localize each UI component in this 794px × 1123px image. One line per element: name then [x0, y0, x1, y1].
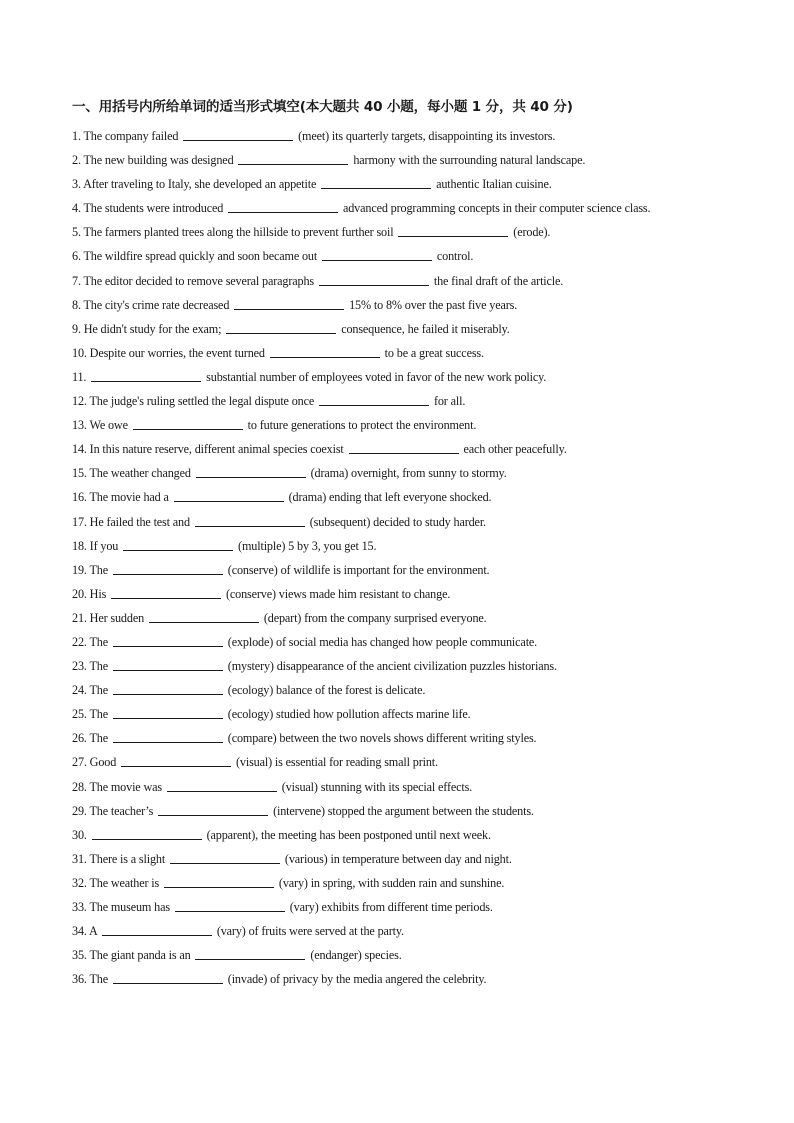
question-text-before: 22. The — [72, 634, 108, 649]
answer-blank[interactable] — [349, 452, 459, 454]
question-item — [72, 847, 712, 871]
answer-blank[interactable] — [226, 332, 336, 334]
question-item — [72, 293, 712, 317]
question-text-before: 12. The judge's ruling settled the legal dispute once — [72, 394, 315, 409]
question-text-before: 21. Her sudden — [72, 610, 145, 625]
question-text-after: (endanger) species. — [310, 948, 402, 963]
section-heading: 一、用括号内所给单词的适当形式填空(本大题共 40 小题，每小题 1 分，共 40 分) — [72, 99, 573, 115]
question-text-before: 14. In this nature reserve, different animal species coexist — [72, 442, 344, 457]
question-text-after: authentic Italian cuisine. — [436, 177, 552, 192]
question-item — [72, 606, 712, 630]
question-item — [72, 413, 712, 437]
answer-blank[interactable] — [92, 838, 202, 840]
answer-blank[interactable] — [183, 139, 293, 141]
question-item — [72, 558, 712, 582]
question-text-after: (multiple) 5 by 3, you get 15. — [238, 538, 377, 553]
question-text-before: 15. The weather changed — [72, 466, 191, 481]
answer-blank[interactable] — [111, 597, 221, 599]
question-text-after: (vary) of fruits were served at the party. — [216, 924, 404, 939]
question-text-after: to future generations to protect the environment. — [247, 418, 477, 433]
answer-blank[interactable] — [398, 235, 508, 237]
question-item — [72, 654, 712, 678]
question-item — [72, 172, 712, 196]
answer-blank[interactable] — [321, 187, 431, 189]
question-text-before: 33. The museum has — [72, 900, 170, 914]
answer-blank[interactable] — [113, 573, 223, 575]
answer-blank[interactable] — [319, 284, 429, 286]
question-text-before: 29. The teacher’s — [72, 803, 154, 818]
question-item — [72, 317, 712, 341]
question-text-before: 19. The — [72, 562, 108, 577]
question-text-before: 28. The movie was — [72, 779, 162, 794]
question-item — [72, 799, 712, 823]
answer-blank[interactable] — [113, 693, 223, 695]
question-text-before: 30. — [72, 827, 87, 842]
question-text-after: (vary) in spring, with sudden rain and sunshine. — [278, 875, 505, 890]
question-item — [72, 943, 712, 967]
question-item — [72, 148, 712, 172]
question-text-before: 3. After traveling to Italy, she developed an appetite — [72, 177, 317, 192]
question-text-after: to be a great success. — [384, 345, 484, 360]
question-text-after: (conserve) of wildlife is important for the environment. — [227, 562, 490, 577]
question-text-before: 2. The new building was designed — [72, 153, 234, 168]
question-item — [72, 341, 712, 365]
question-text-after: (ecology) studied how pollution affects marine life. — [227, 707, 471, 722]
answer-blank[interactable] — [175, 910, 285, 912]
question-text-after: (vary) exhibits from different time periods. — [289, 900, 493, 914]
question-item — [72, 389, 712, 413]
question-text-after: (subsequent) decided to study harder. — [309, 514, 486, 529]
question-text-before: 9. He didn't study for the exam; — [72, 321, 222, 336]
question-text-after: (drama) overnight, from sunny to stormy. — [310, 466, 507, 481]
question-text-before: 18. If you — [72, 538, 119, 553]
answer-blank[interactable] — [113, 669, 223, 671]
question-list — [72, 124, 712, 991]
question-text-before: 13. We owe — [72, 418, 128, 433]
answer-blank[interactable] — [123, 549, 233, 551]
question-text-after: (visual) stunning with its special effects. — [281, 779, 473, 794]
question-text-after: (visual) is essential for reading small print. — [235, 755, 438, 770]
answer-blank[interactable] — [113, 645, 223, 647]
question-text-after: each other peacefully. — [463, 442, 567, 457]
answer-blank[interactable] — [121, 765, 231, 767]
answer-blank[interactable] — [91, 380, 201, 382]
question-text-after: (intervene) stopped the argument between the students. — [273, 803, 534, 818]
question-item — [72, 534, 712, 558]
question-item — [72, 437, 712, 461]
question-text-after: (mystery) disappearance of the ancient civilization puzzles historians. — [227, 659, 557, 674]
question-item — [72, 582, 712, 606]
question-item — [72, 775, 712, 799]
question-text-before: 32. The weather is — [72, 875, 160, 890]
question-item — [72, 678, 712, 702]
question-text-before: 24. The — [72, 683, 108, 698]
question-item — [72, 823, 712, 847]
question-text-before: 1. The company failed — [72, 129, 179, 143]
question-text-after: (compare) between the two novels shows different writing styles. — [227, 731, 537, 746]
question-item — [72, 510, 712, 534]
question-text-before: 16. The movie had a — [72, 490, 169, 505]
question-text-before: 31. There is a slight — [72, 851, 166, 866]
question-item — [72, 124, 712, 148]
question-text-before: 36. The — [72, 972, 108, 987]
question-text-after: (invade) of privacy by the media angered the celebrity. — [227, 972, 487, 987]
question-text-after: (erode). — [513, 225, 551, 240]
answer-blank[interactable] — [113, 717, 223, 719]
question-item — [72, 871, 712, 895]
question-text-before: 11. — [72, 369, 87, 384]
question-text-after: advanced programming concepts in their computer science class. — [342, 201, 651, 216]
question-text-after: (apparent), the meeting has been postponed until next week. — [206, 827, 491, 842]
answer-blank[interactable] — [196, 476, 306, 478]
question-text-after: the final draft of the article. — [433, 273, 564, 288]
question-item — [72, 967, 712, 991]
answer-blank[interactable] — [102, 934, 212, 936]
question-text-before: 17. He failed the test and — [72, 514, 190, 529]
question-item — [72, 244, 712, 268]
question-text-before: 6. The wildfire spread quickly and soon became out — [72, 249, 318, 264]
question-text-after: substantial number of employees voted in favor of the new work policy. — [206, 369, 547, 384]
question-text-after: (meet) its quarterly targets, disappointing its investors. — [298, 129, 556, 143]
question-text-before: 7. The editor decided to remove several paragraphs — [72, 273, 315, 288]
answer-blank[interactable] — [164, 886, 274, 888]
answer-blank[interactable] — [228, 211, 338, 213]
question-text-after: (explode) of social media has changed how people communicate. — [227, 634, 538, 649]
question-text-before: 25. The — [72, 707, 108, 722]
answer-blank[interactable] — [167, 790, 277, 792]
question-text-after: (various) in temperature between day and night. — [284, 851, 512, 866]
answer-blank[interactable] — [195, 958, 305, 960]
question-text-after: consequence, he failed it miserably. — [341, 321, 510, 336]
question-text-after: control. — [436, 249, 474, 264]
answer-blank[interactable] — [195, 525, 305, 527]
question-item — [72, 220, 712, 244]
question-item — [72, 726, 712, 750]
answer-blank[interactable] — [113, 741, 223, 743]
question-item — [72, 365, 712, 389]
question-text-before: 4. The students were introduced — [72, 201, 224, 216]
question-item — [72, 485, 712, 509]
question-item — [72, 461, 712, 485]
question-text-before: 8. The city's crime rate decreased — [72, 297, 230, 312]
question-item — [72, 919, 712, 943]
question-item — [72, 750, 712, 774]
answer-blank[interactable] — [319, 404, 429, 406]
question-item — [72, 269, 712, 293]
answer-blank[interactable] — [238, 163, 348, 165]
answer-blank[interactable] — [158, 814, 268, 816]
question-text-before: 5. The farmers planted trees along the hillside to prevent further soil — [72, 225, 394, 240]
answer-blank[interactable] — [149, 621, 259, 623]
question-text-after: harmony with the surrounding natural landscape. — [353, 153, 586, 168]
answer-blank[interactable] — [234, 308, 344, 310]
question-text-before: 20. His — [72, 586, 107, 601]
answer-blank[interactable] — [270, 356, 380, 358]
question-item — [72, 702, 712, 726]
question-item — [72, 895, 712, 919]
answer-blank[interactable] — [133, 428, 243, 430]
question-text-after: (conserve) views made him resistant to change. — [225, 586, 451, 601]
answer-blank[interactable] — [113, 982, 223, 984]
question-item — [72, 196, 712, 220]
question-text-before: 26. The — [72, 731, 108, 746]
question-text-after: for all. — [433, 394, 466, 409]
answer-blank[interactable] — [174, 500, 284, 502]
question-text-before: 35. The giant panda is an — [72, 948, 191, 963]
answer-blank[interactable] — [322, 259, 432, 261]
question-text-before: 10. Despite our worries, the event turned — [72, 345, 265, 360]
question-text-after: (depart) from the company surprised everyone. — [263, 610, 487, 625]
question-text-before: 27. Good — [72, 755, 117, 770]
answer-blank[interactable] — [170, 862, 280, 864]
question-text-before: 34. A — [72, 924, 97, 939]
question-text-after: 15% to 8% over the past five years. — [349, 297, 518, 312]
question-item — [72, 630, 712, 654]
question-text-after: (drama) ending that left everyone shocked. — [288, 490, 492, 505]
question-text-before: 23. The — [72, 659, 108, 674]
question-text-after: (ecology) balance of the forest is delicate. — [227, 683, 426, 698]
